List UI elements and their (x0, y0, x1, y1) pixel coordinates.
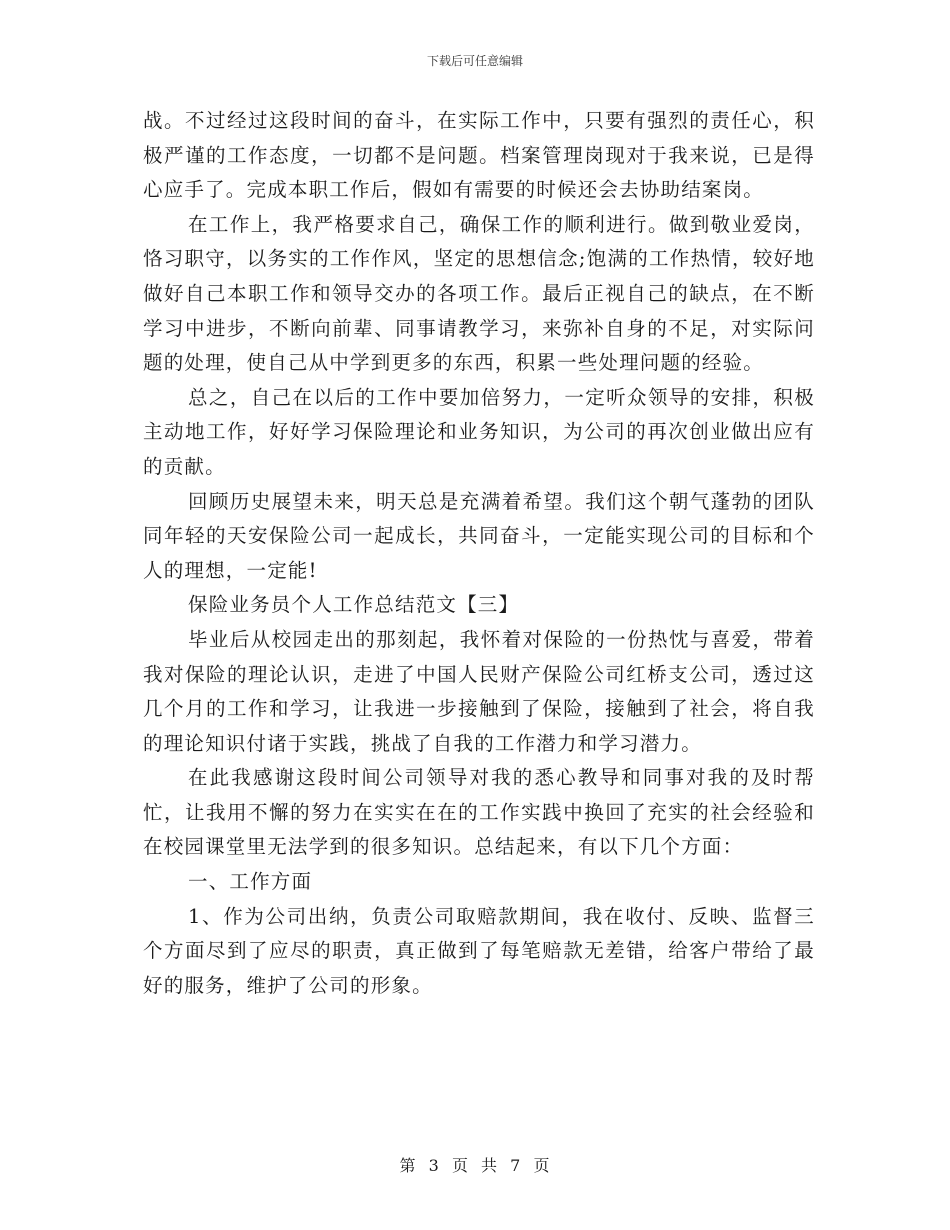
total-label: 共 (481, 1156, 499, 1175)
page-prefix: 第 (399, 1156, 417, 1175)
page-suffix: 页 (533, 1156, 551, 1175)
document-body (143, 104, 815, 1003)
paragraph-2: 在工作上，我严格要求自己，确保工作的顺利进行。做到敬业爱岗，恪习职守，以务实的工作作风，坚定的思想信念;饱满的工作热情，较好地做好自己本职工作和领导交办的各项工作。最后正视自己的缺点，在不断学习中进步，不断向前辈、同事请教学习，来弥补自身的不足，对实际问题的处理，使自己从中学到更多的东西，积累一些处理问题的经验。 (143, 212, 815, 375)
paragraph-3: 总之，自己在以后的工作中要加倍努力，一定听众领导的安排，积极主动地工作，好好学习保险理论和业务知识，为公司的再次创业做出应有的贡献。 (143, 385, 815, 478)
paragraph-1: 战。不过经过这段时间的奋斗，在实际工作中，只要有强烈的责任心，积极严谨的工作态度，一切都不是问题。档案管理岗现对于我来说，已是得心应手了。完成本职工作后，假如有需要的时候还会去协助结案岗。 (143, 109, 815, 202)
subsection-heading: 一、工作方面 (188, 870, 313, 894)
paragraph-4: 回顾历史展望未来，明天总是充满着希望。我们这个朝气蓬勃的团队同年轻的天安保险公司一起成长，共同奋斗，一定能实现公司的目标和个人的理想，一定能! (143, 489, 815, 582)
paragraph-7: 1、作为公司出纳，负责公司取赔款期间，我在收付、反映、监督三个方面尽到了应尽的职责，真正做到了每笔赔款无差错，给客户带给了最好的服务，维护了公司的形象。 (143, 904, 815, 997)
page-middle: 页 (451, 1156, 469, 1175)
section-heading: 保险业务员个人工作总结范文【三】 (188, 593, 520, 617)
paragraph-5: 毕业后从校园走出的那刻起，我怀着对保险的一份热忱与喜爱，带着我对保险的理论认识，走进了中国人民财产保险公司红桥支公司，透过这几个月的工作和学习，让我进一步接触到了保险，接触到了社会，将自我的理论知识付诸于实践，挑战了自我的工作潜力和学习潜力。 (143, 627, 815, 755)
total-pages-number: 7 (510, 1156, 522, 1175)
paragraph-6: 在此我感谢这段时间公司领导对我的悉心教导和同事对我的及时帮忙，让我用不懈的努力在实实在在的工作实践中换回了充实的社会经验和在校园课堂里无法学到的很多知识。总结起来，有以下几个方面： (143, 766, 815, 859)
page-footer (0, 1153, 950, 1176)
page-header: 下载后可任意编辑 (426, 54, 523, 68)
current-page-number: 3 (428, 1156, 440, 1175)
